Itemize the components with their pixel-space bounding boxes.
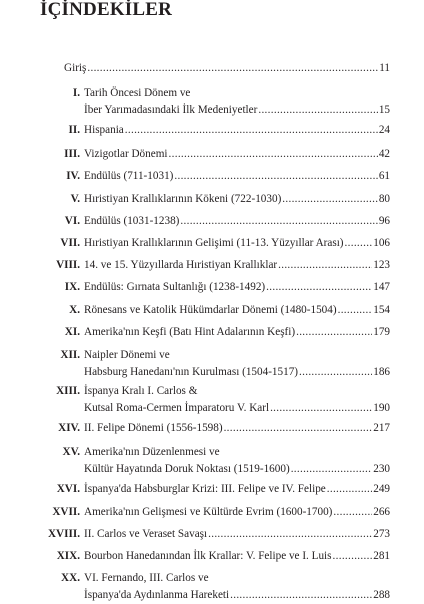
toc-entry[interactable]: [0, 324, 424, 340]
toc-entry[interactable]: [0, 85, 424, 119]
toc-entry-page: 217: [373, 422, 390, 434]
toc-entry-title-line2: Kutsal Roma-Cermen İmparatoru V. Karl: [84, 402, 270, 414]
chapter-number: XVII.: [52, 506, 80, 518]
chapter-number: V.: [70, 193, 80, 205]
toc-entry[interactable]: [0, 168, 424, 184]
toc-entry-title: Amerika'nın Gelişmesi ve Kültürde Evrim (1600-1700): [84, 506, 333, 518]
chapter-number: XI.: [64, 326, 80, 338]
chapter-number: VIII.: [56, 259, 80, 271]
toc-entry[interactable]: [0, 570, 424, 604]
toc-entry-page: 24: [378, 124, 390, 136]
toc-entry-title: Endülüs (1031-1238): [84, 215, 180, 227]
toc-entry-title: Endülüs (711-1031): [84, 170, 174, 182]
chapter-number: XX.: [61, 572, 80, 584]
toc-entry[interactable]: [0, 279, 424, 295]
toc-entry[interactable]: [0, 481, 424, 497]
toc-entry-page: 186: [373, 366, 390, 378]
toc-entry-title-line1: Naipler Dönemi ve: [84, 349, 170, 361]
toc-entry[interactable]: [0, 526, 424, 542]
toc-entry-page: 42: [378, 148, 390, 160]
toc-entry[interactable]: [0, 302, 424, 318]
toc-entry-title-line2: İber Yarımadasındaki İlk Medeniyetler: [84, 104, 258, 116]
dot-leader: [278, 257, 372, 273]
toc-entry[interactable]: [0, 213, 424, 229]
chapter-number: XVI.: [56, 483, 80, 495]
toc-entry-page: 154: [373, 304, 390, 316]
toc-entry-title: Hıristiyan Krallıklarının Kökeni (722-1030): [84, 193, 282, 205]
toc-entry-title: II. Carlos ve Veraset Savaşı: [84, 528, 208, 540]
chapter-number: III.: [64, 148, 80, 160]
toc-entry-page: 106: [373, 237, 390, 249]
dot-leader: [258, 102, 377, 118]
dot-leader: [327, 481, 372, 497]
toc-entry-page: 249: [373, 483, 390, 495]
chapter-number: XIX.: [56, 550, 80, 562]
toc-entry-title: Vizigotlar Dönemi: [84, 148, 168, 160]
toc-entry-page: 273: [373, 528, 390, 540]
toc-entry[interactable]: [0, 146, 424, 162]
toc-entry-title: Bourbon Hanedanından İlk Krallar: V. Felipe ve I. Luis: [84, 550, 332, 562]
toc-entry[interactable]: [0, 257, 424, 273]
toc-entry-title: Endülüs: Gırnata Sultanlığı (1238-1492): [84, 281, 266, 293]
dot-leader: [87, 60, 378, 76]
toc-entry-page: 15: [378, 104, 390, 116]
toc-entry-title: Hispania: [84, 124, 124, 136]
chapter-number: XVIII.: [47, 528, 80, 540]
dot-leader: [230, 587, 372, 603]
toc-entry[interactable]: [0, 548, 424, 564]
dot-leader: [333, 548, 373, 564]
chapter-number: XV.: [62, 446, 80, 458]
chapter-number: XIV.: [58, 422, 80, 434]
dot-leader: [208, 526, 372, 542]
toc-entry-title: Hıristiyan Krallıklarının Gelişimi (11-13. Yüzyıllar Arası): [84, 237, 344, 249]
toc-entry[interactable]: [0, 504, 424, 520]
dot-leader: [125, 122, 378, 138]
toc-entry[interactable]: [0, 347, 424, 381]
toc-entry-title-line1: İspanya Kralı I. Carlos &: [84, 385, 198, 397]
chapter-number: VI.: [64, 215, 80, 227]
chapter-number: IX.: [64, 281, 80, 293]
toc-entry[interactable]: [0, 235, 424, 251]
chapter-number: X.: [69, 304, 80, 316]
chapter-number: XIII.: [56, 385, 80, 397]
dot-leader: [338, 302, 373, 318]
toc-entry[interactable]: [0, 420, 424, 436]
dot-leader: [224, 420, 373, 436]
toc-entry-title: Amerika'nın Keşfi (Batı Hint Adalarının Keşfi): [84, 326, 296, 338]
toc-entry-page: 266: [373, 506, 390, 518]
chapter-number: IV.: [66, 170, 80, 182]
dot-leader: [291, 461, 373, 477]
dot-leader: [345, 235, 373, 251]
toc-entry[interactable]: [0, 444, 424, 478]
dot-leader: [174, 168, 377, 184]
dot-leader: [270, 400, 372, 416]
toc-entry[interactable]: [0, 122, 424, 138]
toc-entry-title: Giriş: [64, 62, 87, 74]
toc-entry-title: 14. ve 15. Yüzyıllarda Hıristiyan Krallıklar: [84, 259, 278, 271]
dot-leader: [282, 191, 378, 207]
toc-entry-title-line2: Kültür Hayatında Doruk Noktası (1519-1600): [84, 463, 290, 475]
toc-entry-page: 147: [373, 281, 390, 293]
dot-leader: [296, 324, 372, 340]
chapter-number: I.: [72, 87, 80, 99]
toc-entry[interactable]: [0, 383, 424, 417]
toc-entry-title-line1: VI. Fernando, III. Carlos ve: [84, 572, 209, 584]
toc-entry-page: 288: [373, 589, 390, 601]
dot-leader: [266, 279, 372, 295]
toc-entry-page: 96: [378, 215, 390, 227]
toc-entry-page: 190: [373, 402, 390, 414]
toc-entry[interactable]: [0, 191, 424, 207]
toc-entry-title-line2: Habsburg Hanedanı'nın Kurulması (1504-1517): [84, 366, 299, 378]
toc-entry-title-line1: Amerika'nın Düzenlenmesi ve: [84, 446, 220, 458]
toc-entry-title: İspanya'da Habsburglar Krizi: III. Felipe ve IV. Felipe: [84, 483, 326, 495]
toc-entry-title: II. Felipe Dönemi (1556-1598): [84, 422, 223, 434]
dot-leader: [299, 364, 372, 380]
toc-entry-title: Rönesans ve Katolik Hükümdarlar Dönemi (1480-1504): [84, 304, 337, 316]
dot-leader: [333, 504, 372, 520]
dot-leader: [180, 213, 377, 229]
chapter-number: II.: [68, 124, 80, 136]
chapter-number: XII.: [60, 349, 80, 361]
chapter-number: VII.: [60, 237, 80, 249]
dot-leader: [169, 146, 378, 162]
toc-entry-page: 230: [373, 463, 390, 475]
toc-entry-page: 179: [373, 326, 390, 338]
toc-entry-title-line2: İspanya'da Aydınlanma Hareketi: [84, 589, 230, 601]
page-heading: İÇİNDEKİLER: [40, 0, 173, 20]
toc-entry-page: 80: [378, 193, 390, 205]
toc-entry-page: 123: [373, 259, 390, 271]
toc-entry-page: 61: [378, 170, 390, 182]
toc-entry-title-line1: Tarih Öncesi Dönem ve: [84, 87, 191, 99]
toc-entry-page: 11: [379, 62, 390, 74]
toc-entry-page: 281: [373, 550, 390, 562]
